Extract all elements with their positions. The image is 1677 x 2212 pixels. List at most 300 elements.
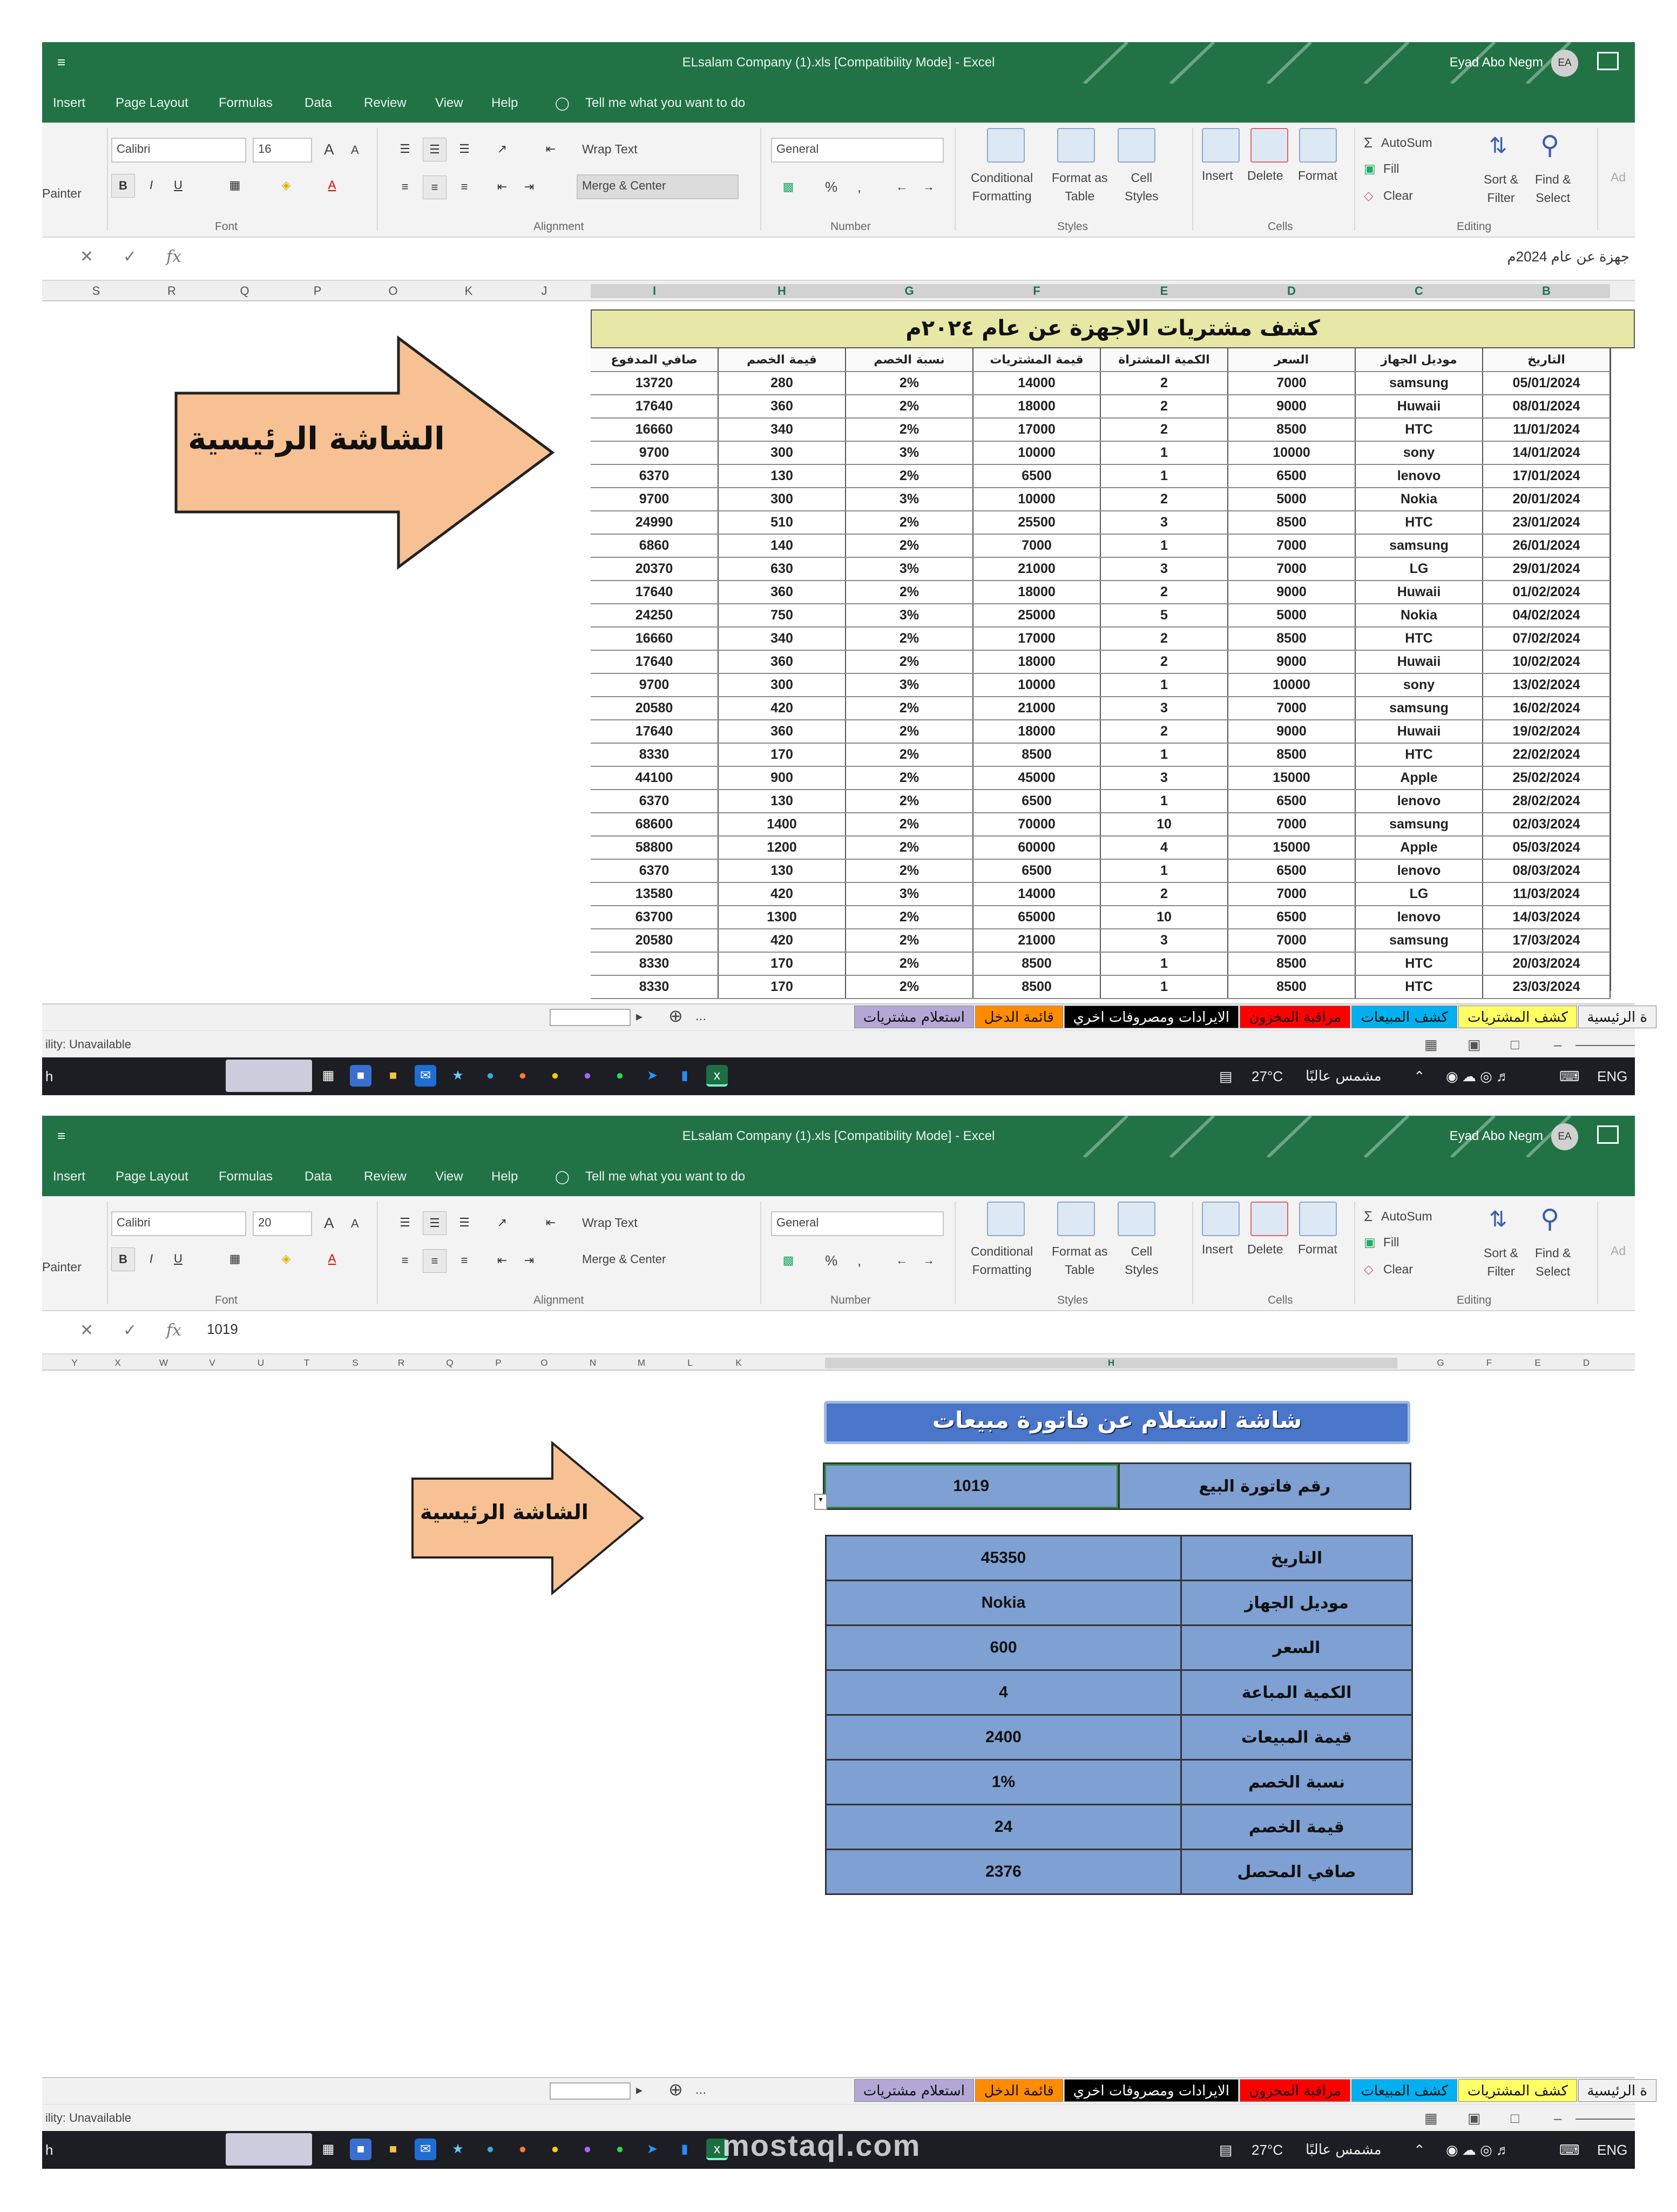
table-cell[interactable]: 05/01/2024	[1483, 372, 1610, 395]
rtl-icon[interactable]: ⇤	[545, 142, 556, 156]
table-cell[interactable]: 130	[718, 790, 846, 813]
table-cell[interactable]: 5	[1100, 604, 1228, 627]
table-cell[interactable]: 7000	[973, 534, 1100, 557]
column-header[interactable]: B	[1483, 284, 1610, 298]
table-cell[interactable]: 1	[1100, 859, 1228, 882]
format-cells-button[interactable]: Format	[1298, 168, 1337, 183]
align-bottom-icon[interactable]: ☰	[459, 1216, 470, 1229]
table-cell[interactable]: 280	[718, 372, 846, 395]
add-ins-button[interactable]: Ad	[1611, 1244, 1626, 1258]
column-header[interactable]: K	[464, 284, 473, 298]
table-cell[interactable]: 7000	[1228, 813, 1355, 836]
table-cell[interactable]: 3	[1100, 557, 1228, 581]
telegram-icon[interactable]: ➤	[646, 2142, 658, 2156]
table-cell[interactable]: 8330	[591, 743, 718, 766]
table-cell[interactable]: 420	[718, 929, 846, 952]
tray-icons[interactable]: ◉ ☁ ◎ ♬	[1446, 1068, 1511, 1084]
table-cell[interactable]: 2%	[846, 743, 973, 766]
delete-cells-button[interactable]: Delete	[1247, 1242, 1283, 1256]
sheet-tab[interactable]: استعلام مشتريات	[854, 1006, 974, 1028]
fx-icon[interactable]: fx	[166, 247, 182, 266]
borders-icon[interactable]: ▦	[229, 1252, 241, 1265]
menu-data[interactable]: Data	[305, 1169, 332, 1184]
table-cell[interactable]: HTC	[1355, 743, 1483, 766]
column-header[interactable]: P	[313, 284, 322, 298]
fill-button[interactable]: Fill	[1383, 1235, 1399, 1249]
messenger-icon[interactable]: ●	[583, 2142, 592, 2156]
find-select-icon[interactable]: ⚲	[1540, 131, 1560, 160]
menu-data[interactable]: Data	[305, 96, 332, 110]
table-cell[interactable]: 15000	[1228, 766, 1355, 790]
column-header[interactable]: N	[589, 1358, 597, 1368]
table-cell[interactable]: 6500	[1228, 464, 1355, 488]
table-cell[interactable]: 17640	[591, 650, 718, 673]
eraser-icon[interactable]: ◇	[1364, 188, 1374, 203]
table-cell[interactable]: 8500	[973, 952, 1100, 975]
scroll-tabs-icon[interactable]: ▸	[636, 2083, 643, 2098]
table-cell[interactable]: 2%	[846, 627, 973, 650]
enter-icon[interactable]: ✓	[123, 248, 137, 266]
table-cell[interactable]: samsung	[1355, 697, 1483, 720]
table-cell[interactable]: 7000	[1228, 929, 1355, 952]
firefox-icon[interactable]: ●	[518, 2142, 527, 2156]
decrease-decimal-icon[interactable]: →	[923, 180, 935, 193]
table-cell[interactable]: Huwaii	[1355, 650, 1483, 673]
table-cell[interactable]: 70000	[973, 813, 1100, 836]
sheet-tab[interactable]: مراقبة المخزون	[1240, 1006, 1350, 1028]
table-cell[interactable]: 10	[1100, 906, 1228, 929]
column-header[interactable]: Q	[240, 284, 249, 298]
table-cell[interactable]: 2%	[846, 464, 973, 488]
table-cell[interactable]: 13720	[591, 372, 718, 395]
menu-view[interactable]: View	[435, 1169, 463, 1184]
table-cell[interactable]: Huwaii	[1355, 720, 1483, 743]
shrink-font-button[interactable]: A	[351, 1217, 359, 1230]
column-header[interactable]: O	[388, 284, 398, 298]
horizontal-scrollbar[interactable]	[550, 2082, 631, 2100]
table-cell[interactable]: 170	[718, 975, 846, 999]
table-cell[interactable]: 3	[1100, 929, 1228, 952]
clear-button[interactable]: Clear	[1383, 188, 1413, 203]
menu-insert[interactable]: Insert	[53, 1169, 86, 1184]
insert-cells-icon[interactable]	[1202, 128, 1240, 163]
inquiry-value[interactable]: 4	[826, 1670, 1181, 1715]
table-cell[interactable]: 2	[1100, 372, 1228, 395]
format-as-table-button[interactable]	[1052, 1242, 1108, 1279]
table-cell[interactable]: 2%	[846, 836, 973, 859]
task-view-icon[interactable]: ▦	[322, 2142, 335, 2156]
table-cell[interactable]: 4	[1100, 836, 1228, 859]
quick-access-icon[interactable]: ≡	[57, 54, 66, 70]
table-cell[interactable]: 8500	[1228, 418, 1355, 441]
table-cell[interactable]: 170	[718, 743, 846, 766]
table-cell[interactable]: 1	[1100, 673, 1228, 697]
sheet-tab[interactable]: قائمة الدخل	[975, 1006, 1063, 1028]
table-cell[interactable]: 9000	[1228, 581, 1355, 604]
table-cell[interactable]: 750	[718, 604, 846, 627]
enter-icon[interactable]: ✓	[123, 1321, 137, 1339]
menu-formulas[interactable]: Formulas	[219, 96, 273, 110]
table-cell[interactable]: 17/03/2024	[1483, 929, 1610, 952]
table-cell[interactable]: 10000	[973, 441, 1100, 464]
number-format-box[interactable]: General	[771, 138, 944, 163]
column-header[interactable]: W	[159, 1358, 168, 1368]
wrap-text-button[interactable]: Wrap Text	[582, 1216, 638, 1230]
quick-access-icon[interactable]: ≡	[57, 1128, 66, 1144]
table-cell[interactable]: 7000	[1228, 372, 1355, 395]
table-cell[interactable]: 21000	[973, 929, 1100, 952]
table-cell[interactable]: 6500	[973, 790, 1100, 813]
table-cell[interactable]: 63700	[591, 906, 718, 929]
file-explorer-icon[interactable]: ■	[389, 1068, 397, 1083]
fill-color-icon[interactable]: ◈	[281, 178, 291, 192]
inquiry-value[interactable]: 2400	[826, 1715, 1181, 1760]
add-ins-button[interactable]: Ad	[1611, 170, 1626, 184]
add-sheet-button[interactable]: ⊕	[668, 1006, 683, 1026]
ribbon-display-options-icon[interactable]	[1597, 52, 1619, 70]
tray-chevron-icon[interactable]: ⌃	[1414, 2142, 1425, 2158]
table-cell[interactable]: 16660	[591, 418, 718, 441]
table-cell[interactable]: 05/03/2024	[1483, 836, 1610, 859]
column-header[interactable]: C	[1355, 284, 1483, 298]
sheet-tab[interactable]: الايرادات ومصروفات اخري	[1064, 1006, 1239, 1028]
table-cell[interactable]: 1	[1100, 952, 1228, 975]
column-header[interactable]: D	[1583, 1358, 1590, 1368]
cancel-icon[interactable]: ✕	[80, 248, 94, 266]
table-cell[interactable]: 18000	[973, 581, 1100, 604]
normal-view-icon[interactable]: ▦	[1424, 2110, 1438, 2126]
format-as-table-button[interactable]	[1052, 168, 1108, 205]
zoom-slider[interactable]	[1575, 1045, 1635, 1046]
table-cell[interactable]: 10/02/2024	[1483, 650, 1610, 673]
menu-page-layout[interactable]: Page Layout	[116, 1169, 188, 1184]
conditional-formatting-button[interactable]	[971, 1242, 1033, 1279]
table-cell[interactable]: 2%	[846, 395, 973, 418]
zoom-out-button[interactable]: –	[1554, 2110, 1562, 2126]
table-cell[interactable]: Nokia	[1355, 488, 1483, 511]
table-cell[interactable]: 3	[1100, 766, 1228, 790]
orientation-icon[interactable]: ↗	[497, 1216, 508, 1229]
sheet-tab[interactable]: كشف المبيعات	[1351, 1006, 1457, 1028]
table-cell[interactable]: 23/01/2024	[1483, 511, 1610, 534]
sheet-tab[interactable]: مراقبة المخزون	[1240, 2079, 1350, 2102]
tray-icons[interactable]: ◉ ☁ ◎ ♬	[1446, 2142, 1511, 2158]
chrome-icon[interactable]: ●	[551, 1068, 559, 1083]
inquiry-value[interactable]: 1%	[826, 1760, 1181, 1805]
table-cell[interactable]: LG	[1355, 557, 1483, 581]
lightbulb-icon[interactable]: ◯	[555, 1170, 570, 1184]
comma-button[interactable]: ,	[857, 179, 862, 195]
wrap-text-button[interactable]: Wrap Text	[582, 142, 638, 156]
table-cell[interactable]: 8500	[1228, 952, 1355, 975]
sort-filter-icon[interactable]: ⇅	[1489, 134, 1507, 158]
user-name[interactable]: Eyad Abo Negm	[1449, 55, 1543, 70]
table-cell[interactable]: 10000	[973, 673, 1100, 697]
scroll-tabs-icon[interactable]: ▸	[636, 1009, 643, 1024]
table-cell[interactable]: 340	[718, 627, 846, 650]
menu-help[interactable]: Help	[491, 96, 518, 110]
column-header[interactable]: V	[209, 1358, 215, 1368]
table-cell[interactable]: 300	[718, 673, 846, 697]
table-cell[interactable]: 20370	[591, 557, 718, 581]
align-top-icon[interactable]: ☰	[400, 1216, 410, 1229]
table-cell[interactable]: 7000	[1228, 534, 1355, 557]
excel-icon[interactable]: x	[706, 1065, 728, 1087]
column-header[interactable]: I	[591, 284, 718, 298]
menu-formulas[interactable]: Formulas	[219, 1169, 273, 1184]
column-header[interactable]: S	[352, 1358, 359, 1368]
align-bottom-icon[interactable]: ☰	[459, 142, 470, 156]
tell-me-search[interactable]: Tell me what you want to do	[585, 96, 746, 110]
table-cell[interactable]: 10000	[1228, 441, 1355, 464]
table-cell[interactable]: 9700	[591, 673, 718, 697]
table-cell[interactable]: 5000	[1228, 604, 1355, 627]
table-cell[interactable]: 8500	[1228, 975, 1355, 999]
table-cell[interactable]: 9700	[591, 488, 718, 511]
table-cell[interactable]: 3%	[846, 488, 973, 511]
menu-view[interactable]: View	[435, 96, 463, 110]
dropdown-arrow-icon[interactable]: ▾	[814, 1494, 827, 1510]
table-cell[interactable]: 2%	[846, 813, 973, 836]
table-cell[interactable]: 2%	[846, 372, 973, 395]
merge-center-button[interactable]: Merge & Center	[577, 174, 739, 199]
format-cells-icon[interactable]	[1299, 1202, 1337, 1236]
table-cell[interactable]: 2	[1100, 581, 1228, 604]
inquiry-value[interactable]: Nokia	[826, 1581, 1181, 1626]
menu-insert[interactable]: Insert	[53, 96, 86, 110]
task-view-icon[interactable]: ▦	[322, 1068, 335, 1083]
align-right-icon[interactable]: ≡	[461, 1253, 468, 1267]
sheet-tab[interactable]: ة الرئيسية	[1578, 2079, 1656, 2102]
whatsapp-icon[interactable]: ●	[616, 1068, 624, 1083]
column-header[interactable]: K	[735, 1358, 742, 1368]
table-cell[interactable]: 14000	[973, 372, 1100, 395]
font-size-box[interactable]: 20	[253, 1211, 312, 1236]
delete-cells-icon[interactable]	[1250, 128, 1288, 163]
table-cell[interactable]: 2	[1100, 488, 1228, 511]
table-cell[interactable]: 21000	[973, 697, 1100, 720]
sheet-tab[interactable]: الايرادات ومصروفات اخري	[1064, 2079, 1239, 2102]
table-cell[interactable]: 14000	[973, 882, 1100, 906]
mail-icon[interactable]: ✉	[415, 1065, 436, 1087]
normal-view-icon[interactable]: ▦	[1424, 1036, 1438, 1053]
accessibility-status[interactable]: ility: Unavailable	[45, 2111, 131, 2125]
table-cell[interactable]: 10000	[973, 488, 1100, 511]
align-center-icon[interactable]: ≡	[423, 176, 447, 199]
decrease-decimal-icon[interactable]: →	[923, 1253, 935, 1267]
cell-styles-icon[interactable]	[1118, 1202, 1155, 1236]
table-cell[interactable]: 24990	[591, 511, 718, 534]
grow-font-button[interactable]: A	[324, 141, 334, 158]
table-cell[interactable]: 8500	[1228, 511, 1355, 534]
table-cell[interactable]: 300	[718, 488, 846, 511]
format-as-table-icon[interactable]	[1057, 128, 1095, 163]
inquiry-value[interactable]: 2376	[826, 1850, 1181, 1894]
table-cell[interactable]: 18000	[973, 650, 1100, 673]
messenger-icon[interactable]: ●	[583, 1068, 592, 1083]
inquiry-value[interactable]: 600	[826, 1626, 1181, 1670]
table-cell[interactable]: 2	[1100, 395, 1228, 418]
table-cell[interactable]: 6500	[1228, 790, 1355, 813]
table-cell[interactable]: 24250	[591, 604, 718, 627]
tray-chevron-icon[interactable]: ⌃	[1414, 1068, 1425, 1084]
table-cell[interactable]: 02/03/2024	[1483, 813, 1610, 836]
table-cell[interactable]: 13/02/2024	[1483, 673, 1610, 697]
weather-temp[interactable]: 27°C	[1252, 1068, 1283, 1084]
column-header[interactable]: O	[540, 1358, 548, 1368]
column-header[interactable]: R	[167, 284, 176, 298]
table-cell[interactable]: HTC	[1355, 627, 1483, 650]
table-cell[interactable]: 17000	[973, 627, 1100, 650]
edge-icon[interactable]: ●	[486, 2142, 495, 2156]
font-name-box[interactable]: Calibri	[111, 1211, 246, 1236]
table-cell[interactable]: 1	[1100, 441, 1228, 464]
firefox-icon[interactable]: ●	[518, 1068, 527, 1083]
keyboard-icon[interactable]: ⌨	[1559, 2142, 1580, 2158]
table-cell[interactable]: 6860	[591, 534, 718, 557]
table-cell[interactable]: Huwaii	[1355, 395, 1483, 418]
sheet-tab[interactable]: ة الرئيسية	[1578, 1006, 1656, 1028]
table-cell[interactable]: 6500	[973, 464, 1100, 488]
table-cell[interactable]: 17640	[591, 720, 718, 743]
table-cell[interactable]: 25500	[973, 511, 1100, 534]
borders-icon[interactable]: ▦	[229, 178, 241, 192]
column-header[interactable]: H	[718, 284, 846, 298]
column-header[interactable]: E	[1100, 284, 1228, 298]
increase-indent-icon[interactable]: ⇥	[524, 180, 535, 193]
table-cell[interactable]: 2%	[846, 720, 973, 743]
eraser-icon[interactable]: ◇	[1364, 1262, 1374, 1276]
table-cell[interactable]: 5000	[1228, 488, 1355, 511]
sort-filter-icon[interactable]: ⇅	[1489, 1208, 1507, 1231]
table-cell[interactable]: 2%	[846, 697, 973, 720]
table-cell[interactable]: 8500	[973, 975, 1100, 999]
table-cell[interactable]: 8330	[591, 952, 718, 975]
table-cell[interactable]: 2%	[846, 766, 973, 790]
table-cell[interactable]: HTC	[1355, 511, 1483, 534]
table-cell[interactable]: 2	[1100, 627, 1228, 650]
table-cell[interactable]: 2	[1100, 720, 1228, 743]
table-cell[interactable]: 22/02/2024	[1483, 743, 1610, 766]
comma-button[interactable]: ,	[857, 1252, 862, 1269]
table-cell[interactable]: 360	[718, 395, 846, 418]
table-cell[interactable]: samsung	[1355, 929, 1483, 952]
table-cell[interactable]: 2	[1100, 882, 1228, 906]
table-cell[interactable]: 25000	[973, 604, 1100, 627]
table-cell[interactable]: lenovo	[1355, 790, 1483, 813]
table-cell[interactable]: 8330	[591, 975, 718, 999]
bold-button[interactable]: B	[111, 1247, 135, 1271]
decrease-indent-icon[interactable]: ⇤	[497, 1253, 508, 1267]
table-cell[interactable]: 17640	[591, 581, 718, 604]
table-cell[interactable]: 2	[1100, 418, 1228, 441]
table-cell[interactable]: 630	[718, 557, 846, 581]
table-cell[interactable]: 6500	[1228, 859, 1355, 882]
main-screen-label[interactable]: الشاشة الرئيسية	[420, 1500, 589, 1524]
underline-button[interactable]: U	[174, 1252, 182, 1265]
ribbon-display-options-icon[interactable]	[1597, 1125, 1619, 1144]
bold-button[interactable]: B	[111, 174, 135, 198]
column-header[interactable]: G	[846, 284, 973, 298]
table-cell[interactable]: 340	[718, 418, 846, 441]
table-cell[interactable]: 360	[718, 581, 846, 604]
table-cell[interactable]: 20/01/2024	[1483, 488, 1610, 511]
main-screen-label[interactable]: الشاشة الرئيسية	[188, 420, 445, 457]
column-header[interactable]: F	[973, 284, 1100, 298]
phone-icon[interactable]: ▮	[681, 1068, 688, 1083]
table-cell[interactable]: 3	[1100, 697, 1228, 720]
table-cell[interactable]: 23/03/2024	[1483, 975, 1610, 999]
formula-input[interactable]: جهزة عن عام 2024م	[1507, 248, 1629, 265]
column-header[interactable]: R	[397, 1358, 405, 1368]
edge-icon[interactable]: ●	[486, 1068, 495, 1083]
insert-cells-button[interactable]: Insert	[1202, 1242, 1233, 1256]
font-size-box[interactable]: 16	[253, 138, 312, 163]
menu-help[interactable]: Help	[491, 1169, 518, 1184]
table-cell[interactable]: 9000	[1228, 650, 1355, 673]
table-cell[interactable]: 6370	[591, 464, 718, 488]
table-cell[interactable]: 300	[718, 441, 846, 464]
table-cell[interactable]: 2%	[846, 790, 973, 813]
orientation-icon[interactable]: ↗	[497, 142, 508, 156]
format-cells-button[interactable]: Format	[1298, 1242, 1337, 1256]
table-cell[interactable]: 25/02/2024	[1483, 766, 1610, 790]
table-cell[interactable]: 360	[718, 650, 846, 673]
language-indicator[interactable]: ENG	[1597, 2142, 1628, 2158]
table-cell[interactable]: 8500	[1228, 743, 1355, 766]
zoom-out-button[interactable]: –	[1554, 1036, 1562, 1053]
format-painter-label[interactable]: Painter	[42, 186, 82, 200]
column-header[interactable]: Y	[71, 1358, 78, 1368]
weather-desc[interactable]: مشمس عالبًا	[1306, 1068, 1382, 1084]
increase-indent-icon[interactable]: ⇥	[524, 1253, 535, 1267]
cell-styles-button[interactable]	[1125, 1242, 1159, 1279]
table-cell[interactable]: 20580	[591, 697, 718, 720]
table-cell[interactable]: 2%	[846, 511, 973, 534]
table-cell[interactable]: 130	[718, 859, 846, 882]
lightbulb-icon[interactable]: ◯	[555, 96, 570, 111]
decrease-indent-icon[interactable]: ⇤	[497, 180, 508, 193]
autosum-button[interactable]: AutoSum	[1381, 136, 1432, 150]
taskbar-thumbnail[interactable]	[226, 1060, 312, 1092]
start-icon[interactable]: ■	[350, 2139, 371, 2160]
align-center-icon[interactable]: ≡	[423, 1249, 447, 1273]
sort-filter-button[interactable]	[1484, 1244, 1518, 1280]
sheet-tab[interactable]: كشف المشتريات	[1458, 1006, 1577, 1028]
table-cell[interactable]: 60000	[973, 836, 1100, 859]
column-header[interactable]: E	[1534, 1358, 1541, 1368]
table-cell[interactable]: 6500	[973, 859, 1100, 882]
tell-me-search[interactable]: Tell me what you want to do	[585, 1169, 746, 1184]
table-cell[interactable]: 9000	[1228, 395, 1355, 418]
column-header[interactable]: X	[114, 1358, 121, 1368]
table-cell[interactable]: samsung	[1355, 813, 1483, 836]
table-cell[interactable]: 28/02/2024	[1483, 790, 1610, 813]
store-icon[interactable]: ★	[452, 1068, 464, 1083]
table-cell[interactable]: 2%	[846, 906, 973, 929]
percent-button[interactable]: %	[825, 179, 838, 195]
table-cell[interactable]: 7000	[1228, 557, 1355, 581]
table-cell[interactable]: 3	[1100, 511, 1228, 534]
table-cell[interactable]: 17/01/2024	[1483, 464, 1610, 488]
column-header[interactable]: G	[1437, 1358, 1444, 1368]
sheet-tab[interactable]: كشف المبيعات	[1351, 2079, 1457, 2102]
table-cell[interactable]: 11/03/2024	[1483, 882, 1610, 906]
accessibility-status[interactable]: ility: Unavailable	[45, 1037, 131, 1051]
table-cell[interactable]: 420	[718, 882, 846, 906]
table-cell[interactable]: HTC	[1355, 952, 1483, 975]
format-painter-label[interactable]: Painter	[42, 1260, 82, 1274]
